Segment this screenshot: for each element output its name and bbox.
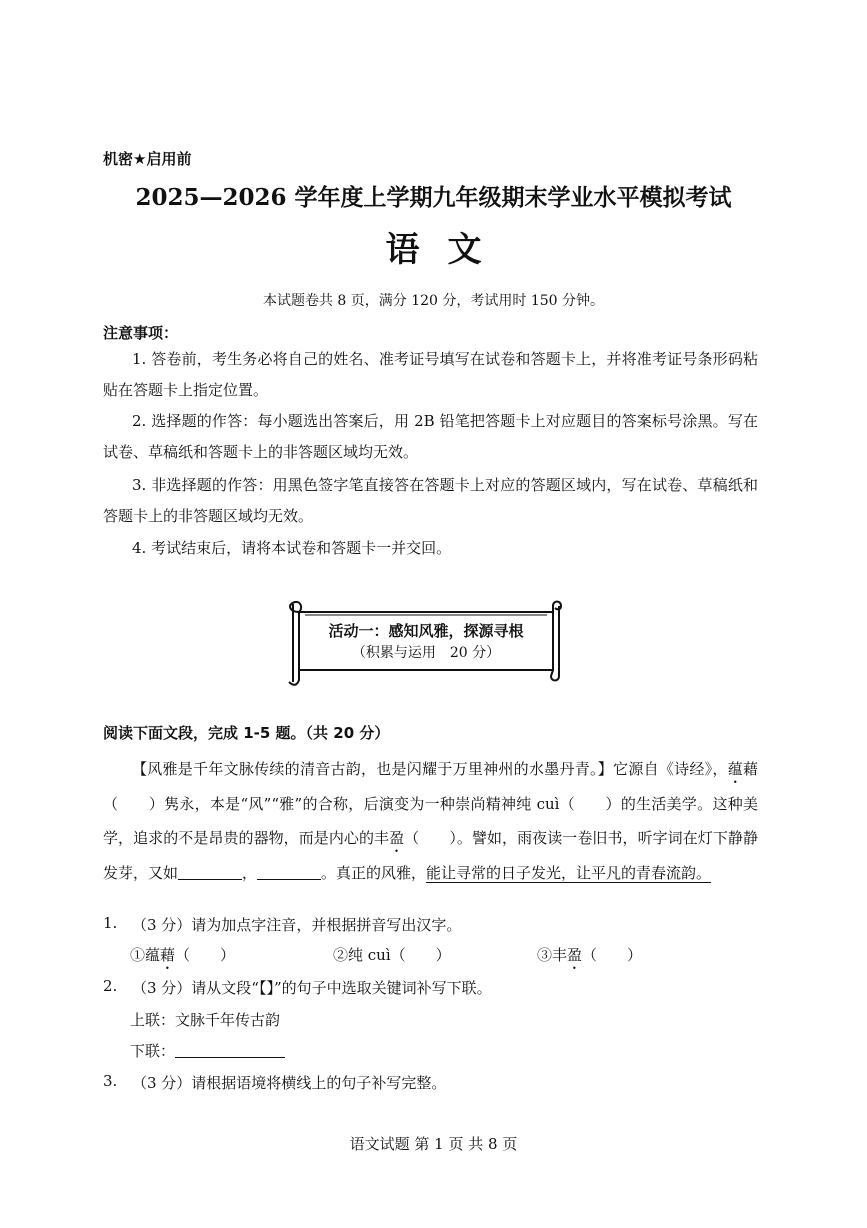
answer-blank[interactable] [175,1041,285,1058]
note-item: 1. 答卷前，考生务必将自己的姓名、准考证号填写在试卷和答题卡上，并将准考证号条形码粘贴在答题卡上指定位置。 [103,350,758,399]
exam-title: 2025—2026 学年度上学期九年级期末学业水平模拟考试 [135,184,732,211]
note-item: 2. 选择题的作答：每小题选出答案后，用 2B 铅笔把答题卡上对应题目的答案标号涂黑。写在试卷、草稿纸和答题卡上的非答题区域均无效。 [103,412,758,461]
question-text: （3 分）请从文段“【】”的句子中选取关键词补写下联。 [132,979,492,997]
reading-intro: 阅读下面文段，完成 1-5 题。（共 20 分） [103,724,390,742]
couplet-upper-line: 上联：文脉千年传古韵 [130,1011,281,1029]
reading-passage: 【风雅是千年文脉传续的清音古韵，也是闪耀于万里神州的水墨丹青。】它源自《诗经》，蕴藉（ ）隽永，本是“风”“雅”的合称，后演变为一种崇尚精神纯 cuì（ ）的生活美学。这种美学，追求的不是昂贵的器物，而是内心的丰盈（ ）。譬如，雨夜读一卷旧书，听字词在灯下静静发芽，又如 ， 。真正的风雅，能让寻常的日子发光，让平凡的青春流韵。 [103,760,758,882]
question-text: （3 分）请根据语境将横线上的句子补写完整。 [132,1074,447,1092]
note-item: 3. 非选择题的作答：用黑色签字笔直接答在答题卡上对应的答题区域内，写在试卷、草稿纸和答题卡上的非答题区域均无效。 [103,476,758,525]
question-number: 1. [103,914,118,932]
couplet-lower-line: 下联： [130,1040,285,1061]
activity-subtitle: （积累与运用 20 分） [351,645,501,661]
q1-item-ying: ③丰盈（ ） [537,946,643,964]
activity-scroll-banner [285,598,567,686]
question-number: 3. [103,1072,118,1090]
subject-title: 语文 [385,230,510,270]
notes-heading: 注意事项： [103,324,179,342]
q1-item-cui: ②纯 cuì（ ） [333,946,451,964]
activity-title: 活动一：感知风雅，探源寻根 [328,622,524,640]
confidential-label: 机密★启用前 [103,150,192,168]
note-item: 4. 考试结束后，请将本试卷和答题卡一并交回。 [132,539,452,557]
question-number: 2. [103,977,118,995]
exam-info: 本试题卷共 8 页，满分 120 分，考试用时 150 分钟。 [262,293,605,309]
answer-blank[interactable] [257,863,321,880]
question-text: （3 分）请为加点字注音，并根据拼音写出汉字。 [132,916,462,934]
underlined-sentence: 能让寻常的日子发光，让平凡的青春流韵。 [426,864,712,882]
page-footer: 语文试题 第 1 页 共 8 页 [349,1135,518,1153]
q1-item-yunjie: ①蕴藉（ ） [130,946,236,964]
answer-blank[interactable] [178,863,242,880]
